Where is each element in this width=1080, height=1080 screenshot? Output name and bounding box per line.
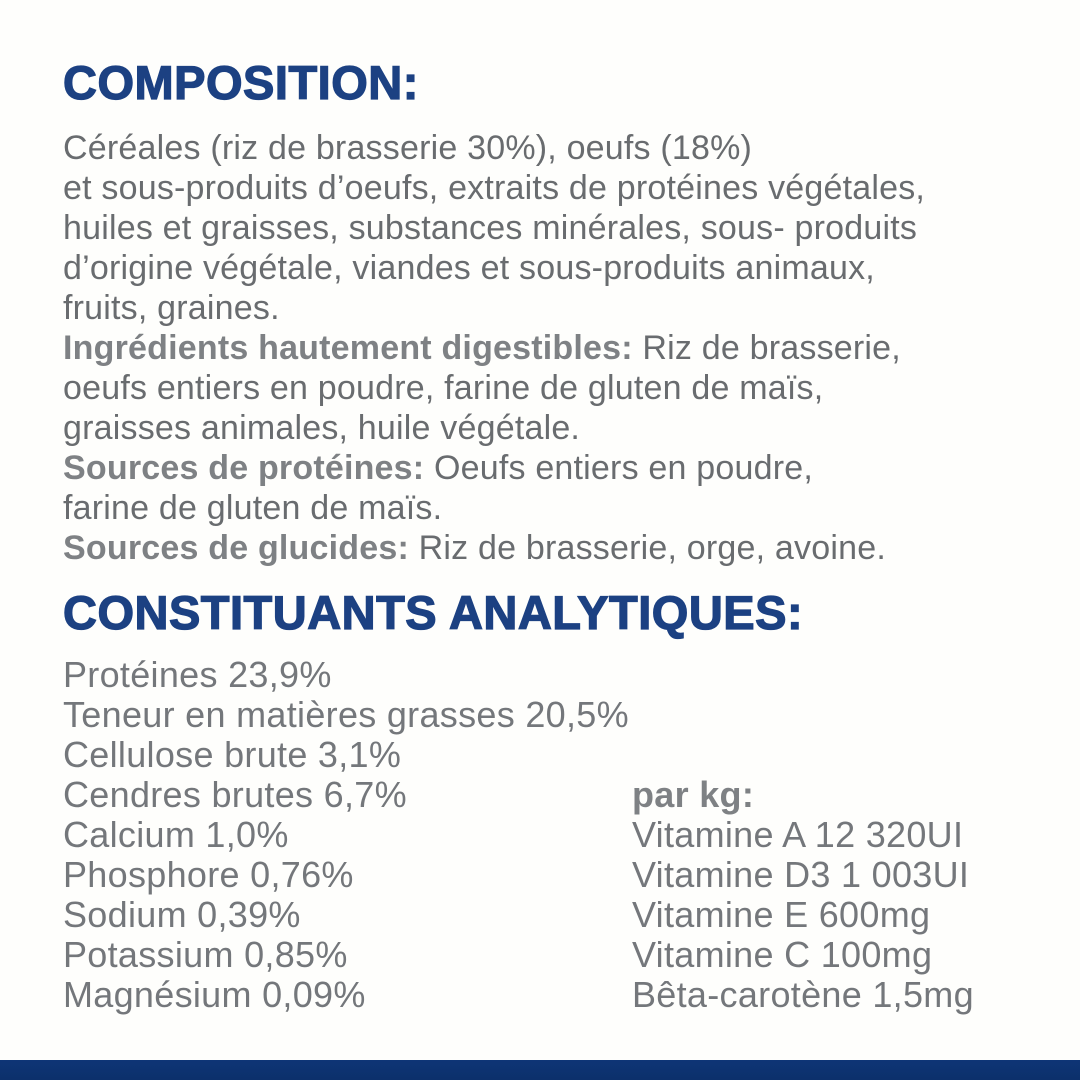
text-line: Protéines 23,9% — [63, 654, 332, 695]
analytical-values-per-kg-column — [632, 775, 974, 1015]
text-line: Bêta-carotène 1,5mg — [632, 974, 974, 1015]
text-line: Magnésium 0,09% — [63, 974, 366, 1015]
text-line: Vitamine D3 1 003UI — [632, 854, 970, 895]
analytical-values-left-column — [63, 655, 629, 1015]
text-line: farine de gluten de maïs. — [63, 489, 443, 527]
text-line: Vitamine E 600mg — [632, 894, 931, 935]
text-line: Potassium 0,85% — [63, 934, 348, 975]
text-line: oeufs entiers en poudre, farine de gluten de maïs, — [63, 369, 824, 407]
text-line: et sous-produits d’oeufs, extraits de protéines végétales, — [63, 169, 926, 207]
text-line: Vitamine C 100mg — [632, 934, 933, 975]
text-line: d’origine végétale, viandes et sous-produits animaux, — [63, 249, 875, 287]
text-line: Teneur en matières grasses 20,5% — [63, 694, 629, 735]
footer-color-bar — [0, 1060, 1080, 1080]
text-line: graisses animales, huile végétale. — [63, 409, 581, 447]
text-line: Ingrédients hautement digestibles: Riz de brasserie, — [63, 329, 901, 367]
text-line: Céréales (riz de brasserie 30%), oeufs (18%) — [63, 129, 753, 167]
text-line: Cellulose brute 3,1% — [63, 734, 402, 775]
text-line: par kg: — [632, 774, 755, 815]
composition-text — [63, 128, 925, 568]
text-line: Phosphore 0,76% — [63, 854, 354, 895]
text-line: huiles et graisses, substances minérales, sous- produits — [63, 209, 918, 247]
text-line: Calcium 1,0% — [63, 814, 289, 855]
text-line: Sodium 0,39% — [63, 894, 301, 935]
text-line: Vitamine A 12 320UI — [632, 814, 964, 855]
analytical-constituents-heading: CONSTITUANTS ANALYTIQUES: — [63, 586, 804, 639]
text-line: Sources de protéines: Oeufs entiers en poudre, — [63, 449, 813, 487]
text-line: Cendres brutes 6,7% — [63, 774, 407, 815]
composition-heading: COMPOSITION: — [63, 56, 419, 109]
text-line: Sources de glucides: Riz de brasserie, orge, avoine. — [63, 529, 886, 567]
text-line: fruits, graines. — [63, 289, 280, 327]
